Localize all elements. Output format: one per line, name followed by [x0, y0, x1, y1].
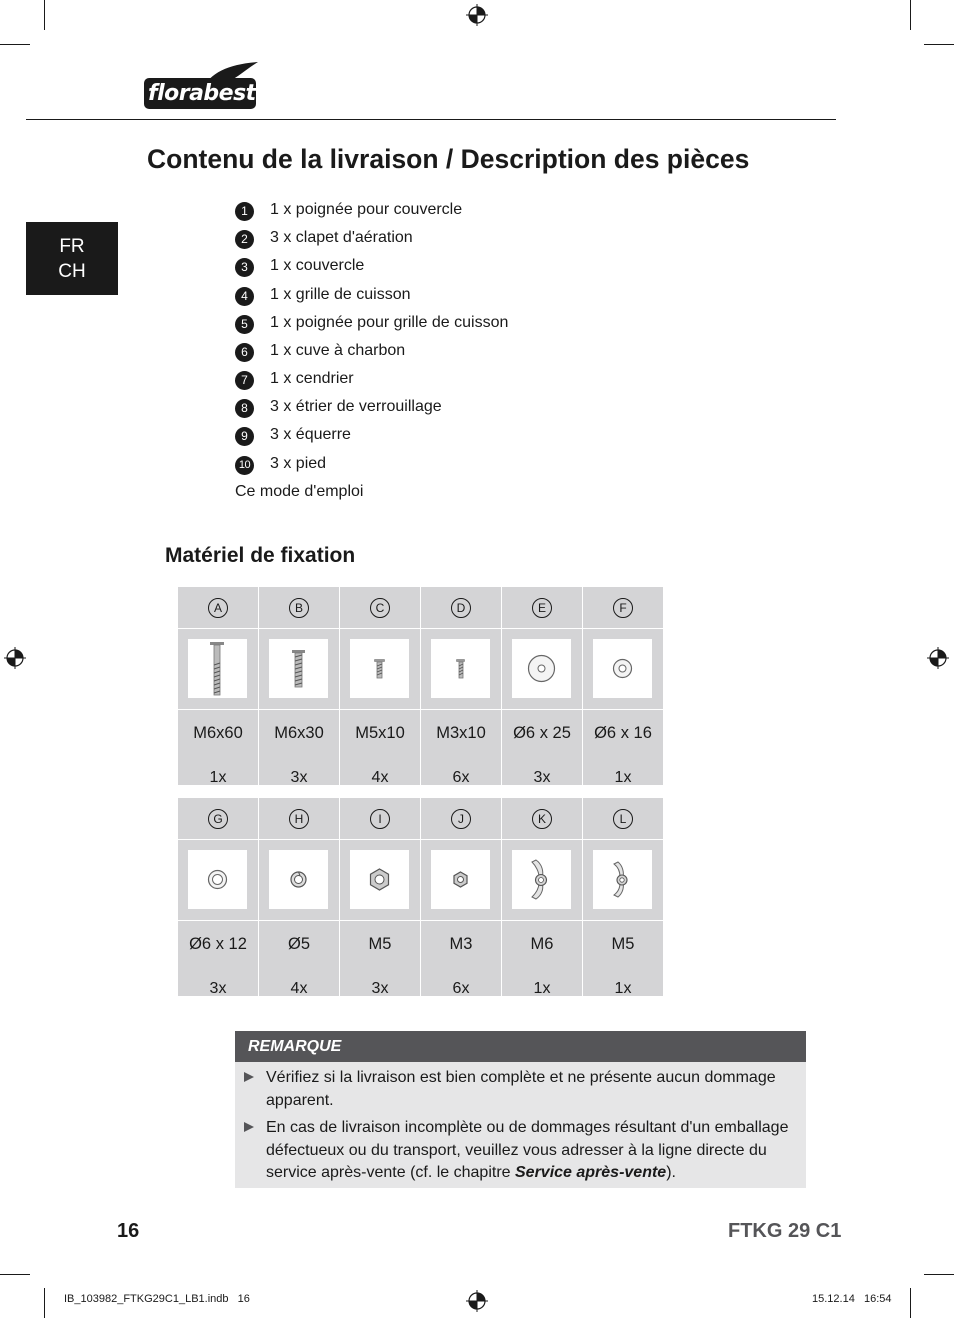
note-text	[266, 1117, 796, 1185]
spec-row	[178, 710, 663, 785]
item-letter: F	[613, 598, 633, 618]
crop-mark	[0, 44, 30, 45]
hardware-table-1	[178, 587, 663, 785]
item-spec: M5	[611, 935, 635, 953]
header-rule	[26, 119, 836, 120]
item-quantity: 6x	[452, 980, 470, 997]
small-washer-icon	[188, 850, 247, 909]
table-cell	[421, 840, 501, 920]
table-cell	[178, 840, 258, 920]
item-spec: M6x30	[274, 724, 324, 742]
table-cell	[583, 798, 663, 839]
print-slug-file: IB_103982_FTKG29C1_LB1.indb 16	[64, 1293, 250, 1305]
crop-mark	[44, 1288, 45, 1318]
table-cell	[340, 798, 420, 839]
table-cell	[340, 587, 420, 628]
item-spec: M5x10	[355, 724, 405, 742]
print-slug-datetime: 15.12.14 16:54	[812, 1293, 892, 1305]
item-quantity: 3x	[533, 769, 551, 786]
table-cell	[502, 921, 582, 996]
table-cell	[178, 710, 258, 785]
table-cell	[421, 587, 501, 628]
crop-mark	[924, 1274, 954, 1275]
image-row	[178, 629, 663, 709]
registration-mark-icon	[927, 647, 949, 669]
image-row	[178, 840, 663, 920]
spring-washer-icon	[269, 850, 328, 909]
table-cell	[340, 710, 420, 785]
country-code: CH	[58, 261, 86, 282]
bullet-arrow-icon	[244, 1072, 254, 1082]
item-label: 3 x étrier de verrouillage	[270, 398, 442, 415]
item-letter: E	[532, 598, 552, 618]
item-number-badge: 8	[235, 399, 254, 418]
item-letter: J	[451, 809, 471, 829]
item-letter: H	[289, 809, 309, 829]
small-hex-nut-icon	[431, 850, 490, 909]
model-number: FTKG 29 C1	[728, 1220, 842, 1242]
item-quantity: 4x	[371, 769, 389, 786]
item-quantity: 1x	[533, 980, 551, 997]
item-spec: Ø6 x 16	[594, 724, 652, 742]
medium-bolt-icon	[269, 639, 328, 698]
item-spec: Ø6 x 25	[513, 724, 571, 742]
table-cell	[421, 921, 501, 996]
item-number-badge: 7	[235, 371, 254, 390]
item-quantity: 3x	[290, 769, 308, 786]
crop-mark	[924, 44, 954, 45]
item-number-badge: 9	[235, 427, 254, 446]
small-screw-icon	[431, 639, 490, 698]
letter-row	[178, 587, 663, 628]
table-cell	[259, 921, 339, 996]
table-cell	[502, 710, 582, 785]
medium-washer-icon	[593, 639, 652, 698]
registration-mark-icon	[466, 1290, 488, 1312]
item-label: 1 x cendrier	[270, 370, 354, 387]
spec-row	[178, 921, 663, 996]
table-cell	[502, 587, 582, 628]
page-title: Contenu de la livraison / Description des pièces	[147, 144, 750, 174]
item-letter: K	[532, 809, 552, 829]
item-spec: M6	[530, 935, 554, 953]
letter-row	[178, 798, 663, 839]
crop-mark	[0, 1274, 30, 1275]
crop-mark	[910, 1288, 911, 1318]
item-quantity: 1x	[614, 769, 632, 786]
item-label: 1 x cuve à charbon	[270, 342, 406, 359]
bullet-arrow-icon	[244, 1122, 254, 1132]
item-number-badge: 2	[235, 230, 254, 249]
table-cell	[421, 710, 501, 785]
table-cell	[583, 840, 663, 920]
language-tab	[26, 222, 118, 295]
registration-mark-icon	[4, 647, 26, 669]
item-label: 1 x grille de cuisson	[270, 286, 411, 303]
item-number-badge: 6	[235, 343, 254, 362]
item-spec: Ø6 x 12	[189, 935, 247, 953]
item-number-badge: 3	[235, 258, 254, 277]
note-text-part: ).	[666, 1164, 676, 1181]
note-heading: REMARQUE	[235, 1031, 806, 1062]
short-screw-icon	[350, 639, 409, 698]
item-label: 1 x poignée pour grille de cuisson	[270, 314, 509, 331]
wing-nut-icon	[512, 850, 571, 909]
table-cell	[178, 629, 258, 709]
crop-mark	[910, 0, 911, 30]
crop-mark	[44, 0, 45, 30]
table-cell	[259, 629, 339, 709]
table-cell	[502, 798, 582, 839]
service-chapter-reference: Service après-vente	[515, 1164, 667, 1181]
item-spec: M5	[368, 935, 392, 953]
language-code: FR	[59, 236, 85, 257]
item-number-badge: 4	[235, 287, 254, 306]
item-spec: M3x10	[436, 724, 486, 742]
item-number-badge: 1	[235, 202, 254, 221]
item-letter: G	[208, 809, 228, 829]
item-letter: D	[451, 598, 471, 618]
hardware-table-2	[178, 798, 663, 996]
table-cell	[502, 629, 582, 709]
item-quantity: 6x	[452, 769, 470, 786]
table-cell	[259, 587, 339, 628]
item-letter: I	[370, 809, 390, 829]
item-letter: L	[613, 809, 633, 829]
table-cell	[178, 587, 258, 628]
item-quantity: 1x	[209, 769, 227, 786]
brand-logo	[144, 62, 258, 112]
note-box	[235, 1031, 806, 1188]
registration-mark-icon	[466, 4, 488, 26]
table-cell	[178, 921, 258, 996]
item-label: 1 x poignée pour couvercle	[270, 201, 463, 218]
note-text-part: En cas de livraison incomplète ou de dommages résultant d'un emballage défectueux ou du transport, veuillez vous adresser à la ligne directe du service après-vente (cf. le chapitre	[266, 1119, 789, 1181]
table-cell	[583, 921, 663, 996]
table-cell	[502, 840, 582, 920]
table-cell	[340, 629, 420, 709]
item-spec: M3	[449, 935, 473, 953]
item-quantity: 3x	[371, 980, 389, 997]
small-wing-nut-icon	[593, 850, 652, 909]
item-number-badge: 5	[235, 315, 254, 334]
table-cell	[259, 840, 339, 920]
table-cell	[421, 629, 501, 709]
logo-text: florabest	[148, 81, 256, 106]
item-number-badge: 10	[235, 456, 254, 475]
table-cell	[583, 629, 663, 709]
item-letter: C	[370, 598, 390, 618]
item-quantity: 3x	[209, 980, 227, 997]
table-cell	[583, 587, 663, 628]
item-spec: M6x60	[193, 724, 243, 742]
table-cell	[259, 710, 339, 785]
item-letter: A	[208, 598, 228, 618]
item-label: 3 x clapet d'aération	[270, 229, 413, 246]
note-text: Vérifiez si la livraison est bien complète et ne présente aucun dommage apparent.	[266, 1069, 776, 1109]
table-cell	[340, 840, 420, 920]
hex-nut-icon	[350, 850, 409, 909]
table-cell	[340, 921, 420, 996]
table-cell	[421, 798, 501, 839]
item-label: 3 x pied	[270, 455, 327, 472]
table-cell	[583, 710, 663, 785]
item-quantity: 4x	[290, 980, 308, 997]
item-label: 1 x couvercle	[270, 257, 365, 274]
page-number: 16	[117, 1220, 140, 1242]
table-cell	[259, 798, 339, 839]
large-washer-icon	[512, 639, 571, 698]
item-letter: B	[289, 598, 309, 618]
item-label: 3 x équerre	[270, 426, 351, 443]
table-cell	[178, 798, 258, 839]
item-quantity: 1x	[614, 980, 632, 997]
item-spec: Ø5	[287, 935, 310, 953]
manual-line: Ce mode d'emploi	[235, 483, 364, 500]
long-bolt-icon	[188, 639, 247, 698]
section-title: Matériel de fixation	[165, 544, 356, 567]
